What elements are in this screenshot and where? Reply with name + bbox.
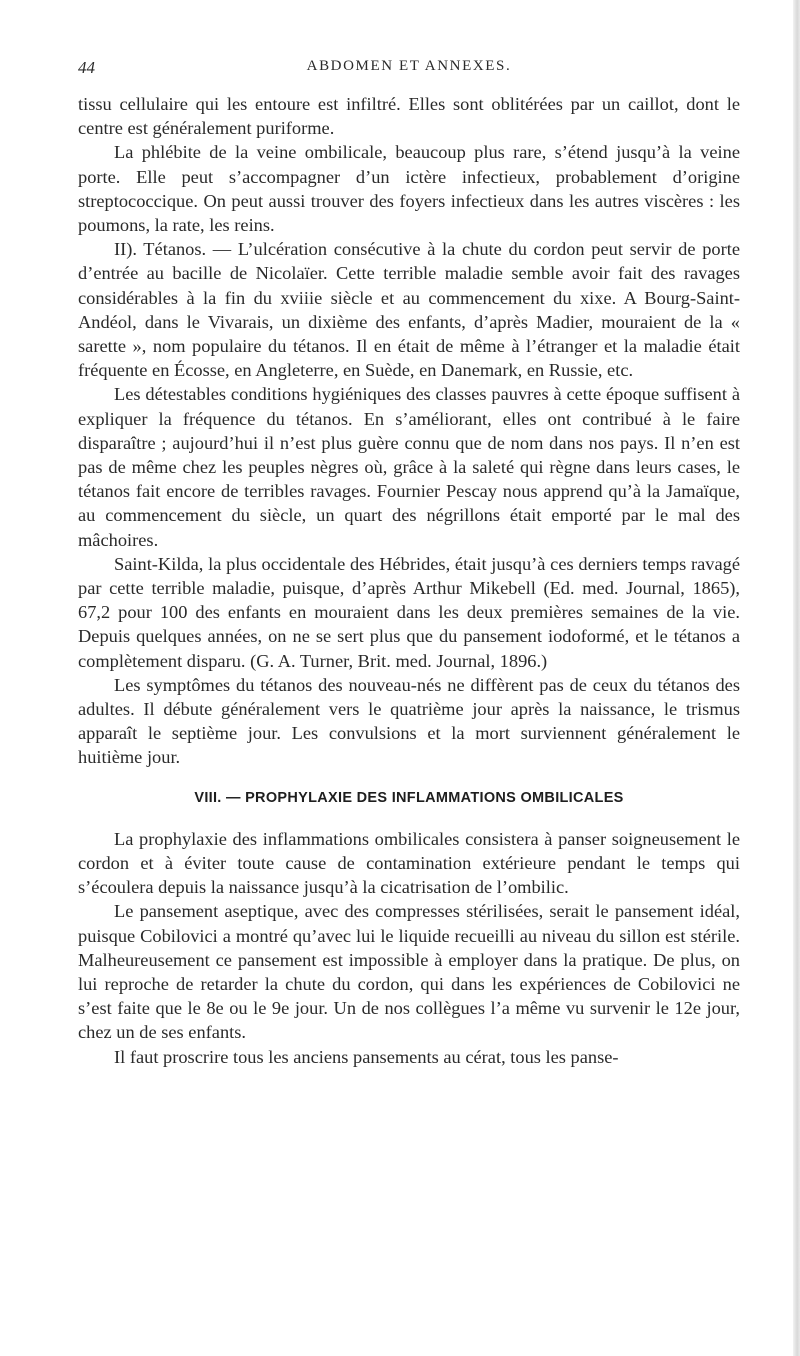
paragraph-tetanos: II). Tétanos. — L’ulcération consécutive à la chute du cordon peut servir de porte d’entrée au bacille de Nicolaïer. Cette terrible maladie semble avoir fait des ravages considérables à la fin du xviiie siècle et au commencement du xixe. A Bourg-Saint-Andéol, dans le Vivarais, un dixième des enfants, d’après Madier, mouraient de la « sarette », nom populaire du tétanos. Il en était de même à l’étranger et la maladie était fréquente en Écosse, en Angleterre, en Suède, en Danemark, en Russie, etc. (78, 239, 740, 381)
paragraph: Les symptômes du tétanos des nouveau-nés ne diffèrent pas de ceux du tétanos des adultes. Il débute généralement vers le quatrième jour après la naissance, le trismus apparaît le septième jour. Les convulsions et la mort surviennent généralement le huitième jour. (78, 674, 740, 768)
page-number: 44 (78, 58, 95, 77)
paragraph: La prophylaxie des inflammations ombilicales consistera à panser soigneusement le cordon et à éviter toute cause de contamination extérieure pendant le temps qui s’écoulera depuis la naissance jusqu’à la cicatrisation de l’ombilic. (78, 828, 740, 898)
page-header (78, 52, 740, 82)
page-body (78, 92, 740, 1069)
paragraph: tissu cellulaire qui les entoure est infiltré. Elles sont oblitérées par un caillot, dont le centre est généralement puriforme. (78, 94, 740, 139)
paragraph: La phlébite de la veine ombilicale, beaucoup plus rare, s’étend jusqu’à la veine porte. Elle peut s’accompagner d’un ictère infectieux, probablement d’origine streptococcique. On peut aussi trouver des foyers infectieux dans les autres viscères : les poumons, la rate, les reins. (78, 142, 740, 236)
paragraph: Les détestables conditions hygiéniques des classes pauvres à cette époque suffisent à expliquer la fréquence du tétanos. En s’améliorant, elles ont contribué à le faire disparaître ; aujourd’hui il n’est plus guère connu que de nom dans nos pays. Il n’en est pas de même chez les peuples nègres où, grâce à la saleté qui règne dans leurs cases, le tétanos fait encore de terribles ravages. Fournier Pescay nous apprend qu’à la Jamaïque, au commencement du siècle, un quart des négrillons était emporté par le mal des mâchoires. (78, 384, 740, 550)
paragraph: Saint-Kilda, la plus occidentale des Hébrides, était jusqu’à ces derniers temps ravagé par cette terrible maladie, puisque, d’après Arthur Mikebell (Ed. med. Journal, 1865), 67,2 pour 100 des enfants en mouraient dans les deux premières semaines de la vie. Depuis quelques années, on ne se sert plus que du pansement iodoformé, et le tétanos a complètement disparu. (G. A. Turner, Brit. med. Journal, 1896.) (78, 553, 740, 671)
paragraph: Il faut proscrire tous les anciens pansements au cérat, tous les panse- (114, 1046, 619, 1067)
section-heading: VIII. — PROPHYLAXIE DES INFLAMMATIONS OMBILICALES (194, 789, 624, 806)
page-edge-shadow (793, 0, 800, 1356)
paragraph: Le pansement aseptique, avec des compresses stérilisées, serait le pansement idéal, puisque Cobilovici a montré qu’avec lui le liquide recueilli au niveau du sillon est stérile. Malheureusement ce pansement est impossible à employer dans la pratique. De plus, on lui reproche de retarder la chute du cordon, qui dans les expériences de Cobilovici ne s’est faite que le 8e ou le 9e jour. Un de nos collègues l’a même vu survenir le 12e jour, chez un de ses enfants. (78, 901, 740, 1043)
running-head: ABDOMEN ET ANNEXES. (306, 58, 512, 74)
